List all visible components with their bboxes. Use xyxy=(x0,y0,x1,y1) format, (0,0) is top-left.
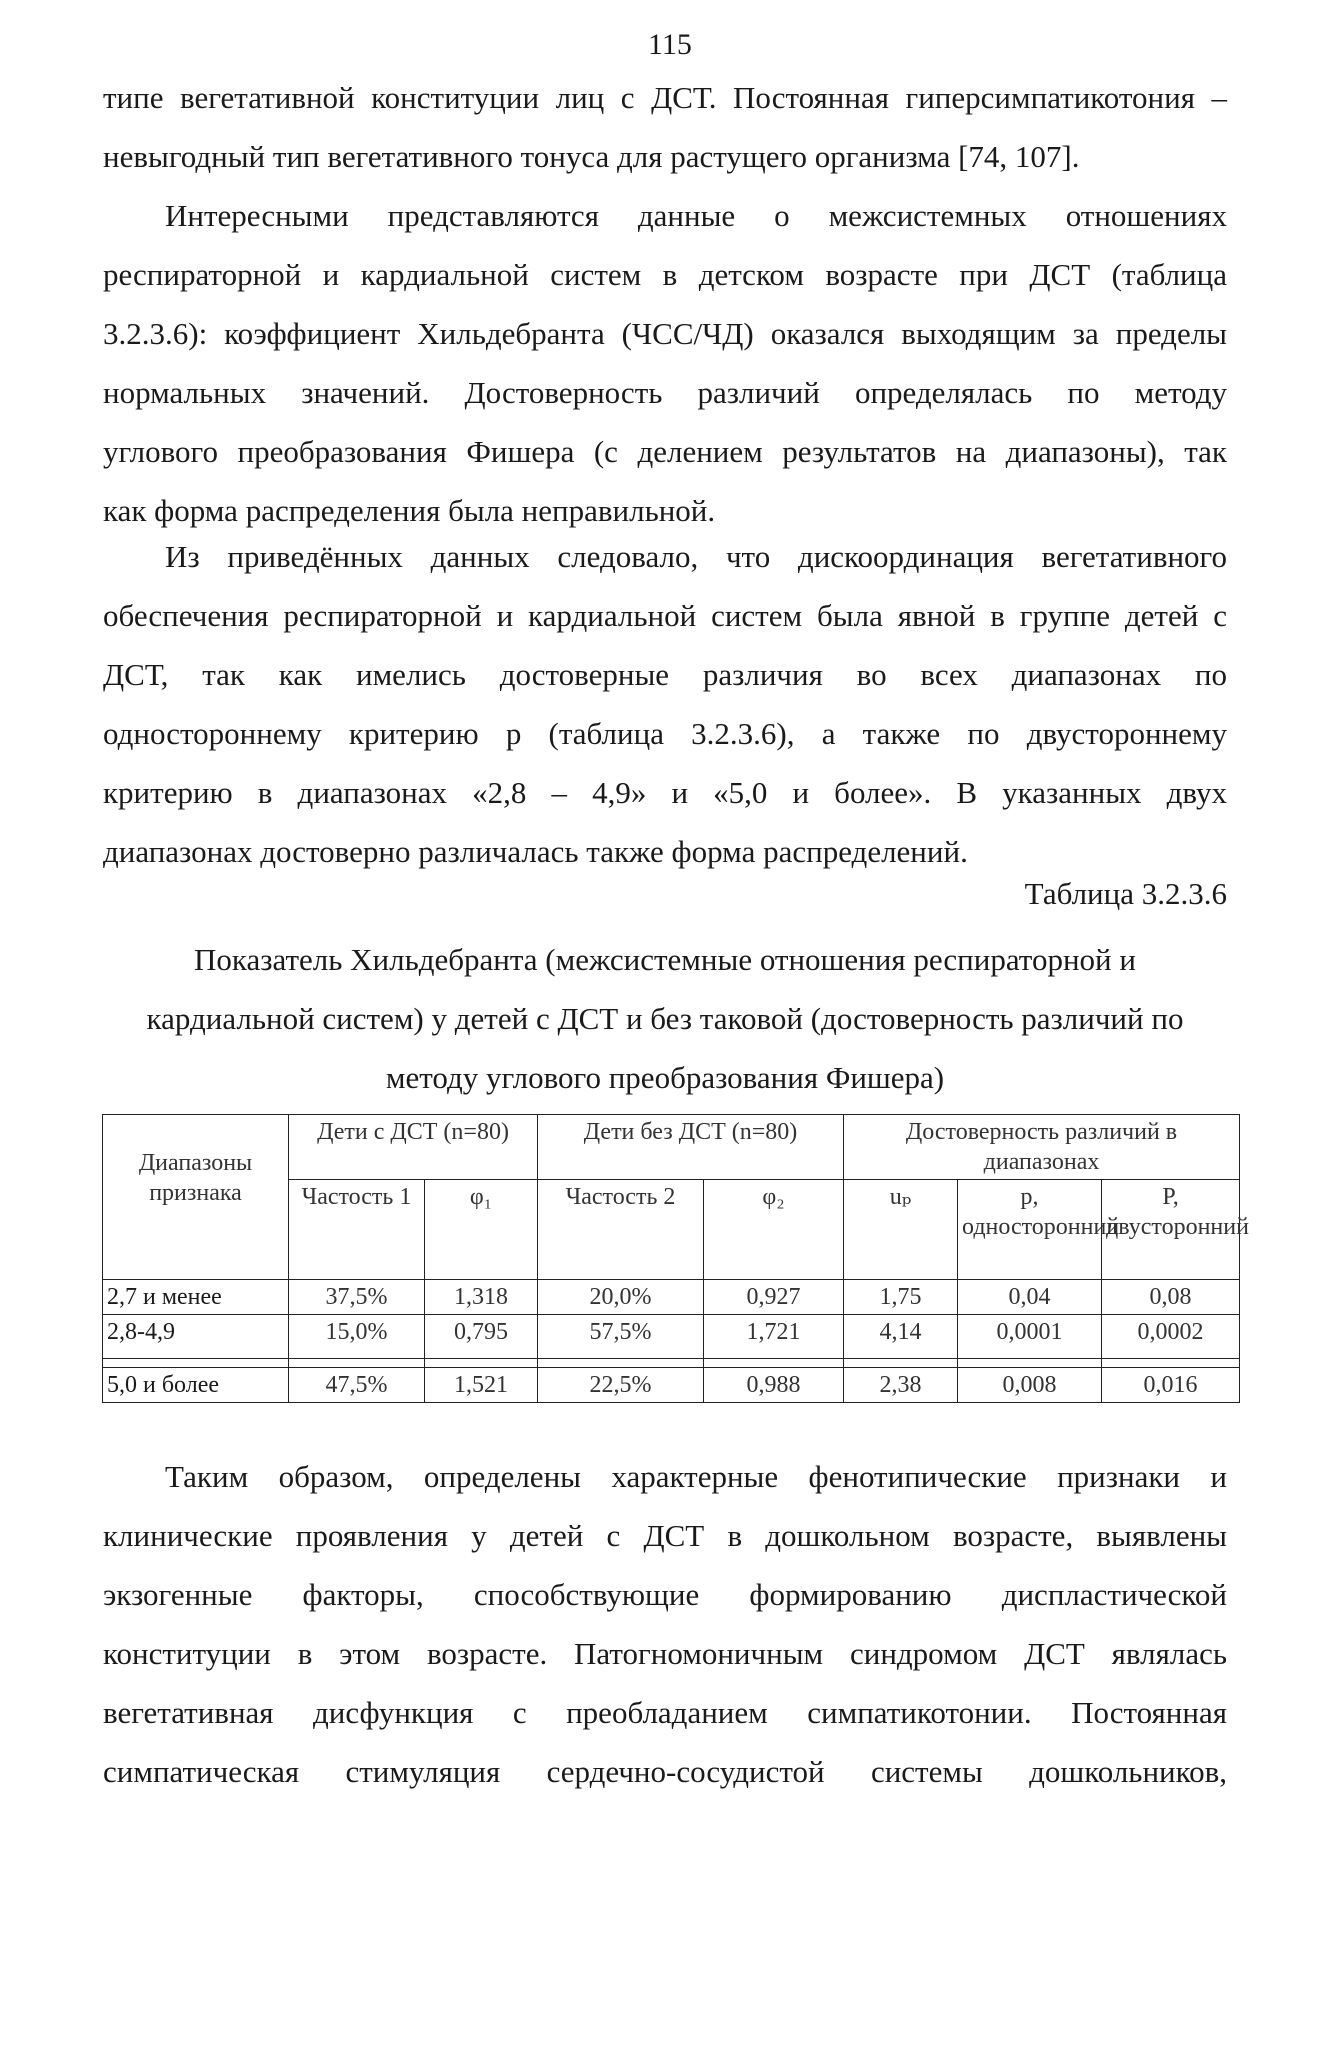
spacer-cell xyxy=(704,1359,844,1368)
table-header-row xyxy=(103,1115,1240,1180)
freq1-cell: 37,5% xyxy=(289,1280,425,1315)
p-two-sided-cell: 0,08 xyxy=(1102,1280,1240,1315)
p-two-sided-cell: 0,016 xyxy=(1102,1368,1240,1403)
phi2-header: φ₂ xyxy=(704,1180,844,1280)
text-line: симпатическая стимуляция сердечно-сосудистой системы дошкольников, xyxy=(103,1754,1227,1789)
spacer-cell xyxy=(958,1359,1102,1368)
text-line: ДСТ, так как имелись достоверные различия во всех диапазонах по xyxy=(103,657,1227,692)
spacer-cell xyxy=(1102,1359,1240,1368)
up-cell: 4,14 xyxy=(844,1315,958,1359)
text-line: нормальных значений. Достоверность различий определялась по методу xyxy=(103,375,1227,410)
text-line: диапазонах достоверно различалась также форма распределений. xyxy=(103,834,968,869)
table-label: Таблица 3.2.3.6 xyxy=(1024,876,1227,911)
phi1-cell: 1,318 xyxy=(425,1280,538,1315)
spacer-cell xyxy=(538,1359,704,1368)
caption-line: кардиальной систем) у детей с ДСТ и без таковой (достоверность различий по xyxy=(146,1001,1184,1036)
table-caption xyxy=(103,930,1227,1107)
text-line: 3.2.3.6): коэффициент Хильдебранта (ЧСС/ЧД) оказался выходящим за пределы xyxy=(103,316,1227,351)
freq2-cell: 22,5% xyxy=(538,1368,704,1403)
freq1-header: Частость 1 xyxy=(289,1180,425,1280)
freq2-cell: 57,5% xyxy=(538,1315,704,1359)
phi2-cell: 1,721 xyxy=(704,1315,844,1359)
range-cell: 2,7 и менее xyxy=(103,1280,289,1315)
p-two-sided-cell: 0,0002 xyxy=(1102,1315,1240,1359)
range-header: Диапазоны признака xyxy=(103,1115,289,1280)
spacer-cell xyxy=(844,1359,958,1368)
paragraph-continuation xyxy=(103,68,1227,186)
p-one-sided-cell: 0,008 xyxy=(958,1368,1102,1403)
text-line: Из приведённых данных следовало, что дискоординация вегетативного xyxy=(165,539,1227,574)
text-line: экзогенные факторы, способствующие формированию диспластической xyxy=(103,1577,1227,1612)
phi2-cell: 0,988 xyxy=(704,1368,844,1403)
paragraph-intermodal-relations xyxy=(103,186,1227,540)
text-line: клинические проявления у детей с ДСТ в дошкольном возрасте, выявлены xyxy=(103,1518,1227,1553)
hildebrandt-table xyxy=(102,1114,1249,1403)
page-number: 115 xyxy=(648,28,692,61)
group1-header: Дети с ДСТ (n=80) xyxy=(289,1115,538,1180)
text-line: обеспечения респираторной и кардиальной систем была явной в группе детей с xyxy=(103,598,1227,633)
phi2-cell: 0,927 xyxy=(704,1280,844,1315)
paragraph-conclusion xyxy=(103,1447,1227,1801)
range-cell: 2,8-4,9 xyxy=(103,1315,289,1359)
text-line: вегетативная дисфункция с преобладанием симпатикотонии. Постоянная xyxy=(103,1695,1227,1730)
spacer-cell xyxy=(103,1359,289,1368)
table-row xyxy=(103,1315,1240,1359)
table-spacer-row xyxy=(103,1359,1240,1368)
up-header: uₚ xyxy=(844,1180,958,1280)
freq1-cell: 15,0% xyxy=(289,1315,425,1359)
table-row xyxy=(103,1368,1240,1403)
text-line: конституции в этом возрасте. Патогномоничным синдромом ДСТ являлась xyxy=(103,1636,1227,1671)
spacer-cell xyxy=(289,1359,425,1368)
p-one-sided-header: р, односторонний xyxy=(958,1180,1102,1280)
text-line: невыгодный тип вегетативного тонуса для растущего организма [74, 107]. xyxy=(103,139,1080,174)
caption-line: методу углового преобразования Фишера) xyxy=(385,1060,945,1095)
freq2-cell: 20,0% xyxy=(538,1280,704,1315)
range-cell: 5,0 и более xyxy=(103,1368,289,1403)
text-line: одностороннему критерию р (таблица 3.2.3.6), а также по двустороннему xyxy=(103,716,1227,751)
up-cell: 2,38 xyxy=(844,1368,958,1403)
group2-header: Дети без ДСТ (n=80) xyxy=(538,1115,844,1180)
paragraph-discoordination xyxy=(103,527,1227,881)
p-two-sided-header: Р, двусторонний xyxy=(1102,1180,1240,1280)
freq2-header: Частость 2 xyxy=(538,1180,704,1280)
text-line: Таким образом, определены характерные фенотипические признаки и xyxy=(165,1459,1227,1494)
p-one-sided-cell: 0,04 xyxy=(958,1280,1102,1315)
significance-header: Достоверность различий в диапазонах xyxy=(844,1115,1240,1180)
phi1-header: φ₁ xyxy=(425,1180,538,1280)
text-line: критерию в диапазонах «2,8 – 4,9» и «5,0 и более». В указанных двух xyxy=(103,775,1227,810)
text-line: углового преобразования Фишера (с делением результатов на диапазоны), так xyxy=(103,434,1227,469)
text-line: респираторной и кардиальной систем в детском возрасте при ДСТ (таблица xyxy=(103,257,1227,292)
p-one-sided-cell: 0,0001 xyxy=(958,1315,1102,1359)
text-line: Интересными представляются данные о межсистемных отношениях xyxy=(165,198,1227,233)
phi1-cell: 0,795 xyxy=(425,1315,538,1359)
caption-line: Показатель Хильдебранта (межсистемные отношения респираторной и xyxy=(194,942,1136,977)
text-line: как форма распределения была неправильной. xyxy=(103,493,716,528)
phi1-cell: 1,521 xyxy=(425,1368,538,1403)
text-line: типе вегетативной конституции лиц с ДСТ. Постоянная гиперсимпатикотония – xyxy=(103,80,1227,115)
table-row xyxy=(103,1280,1240,1315)
freq1-cell: 47,5% xyxy=(289,1368,425,1403)
up-cell: 1,75 xyxy=(844,1280,958,1315)
spacer-cell xyxy=(425,1359,538,1368)
